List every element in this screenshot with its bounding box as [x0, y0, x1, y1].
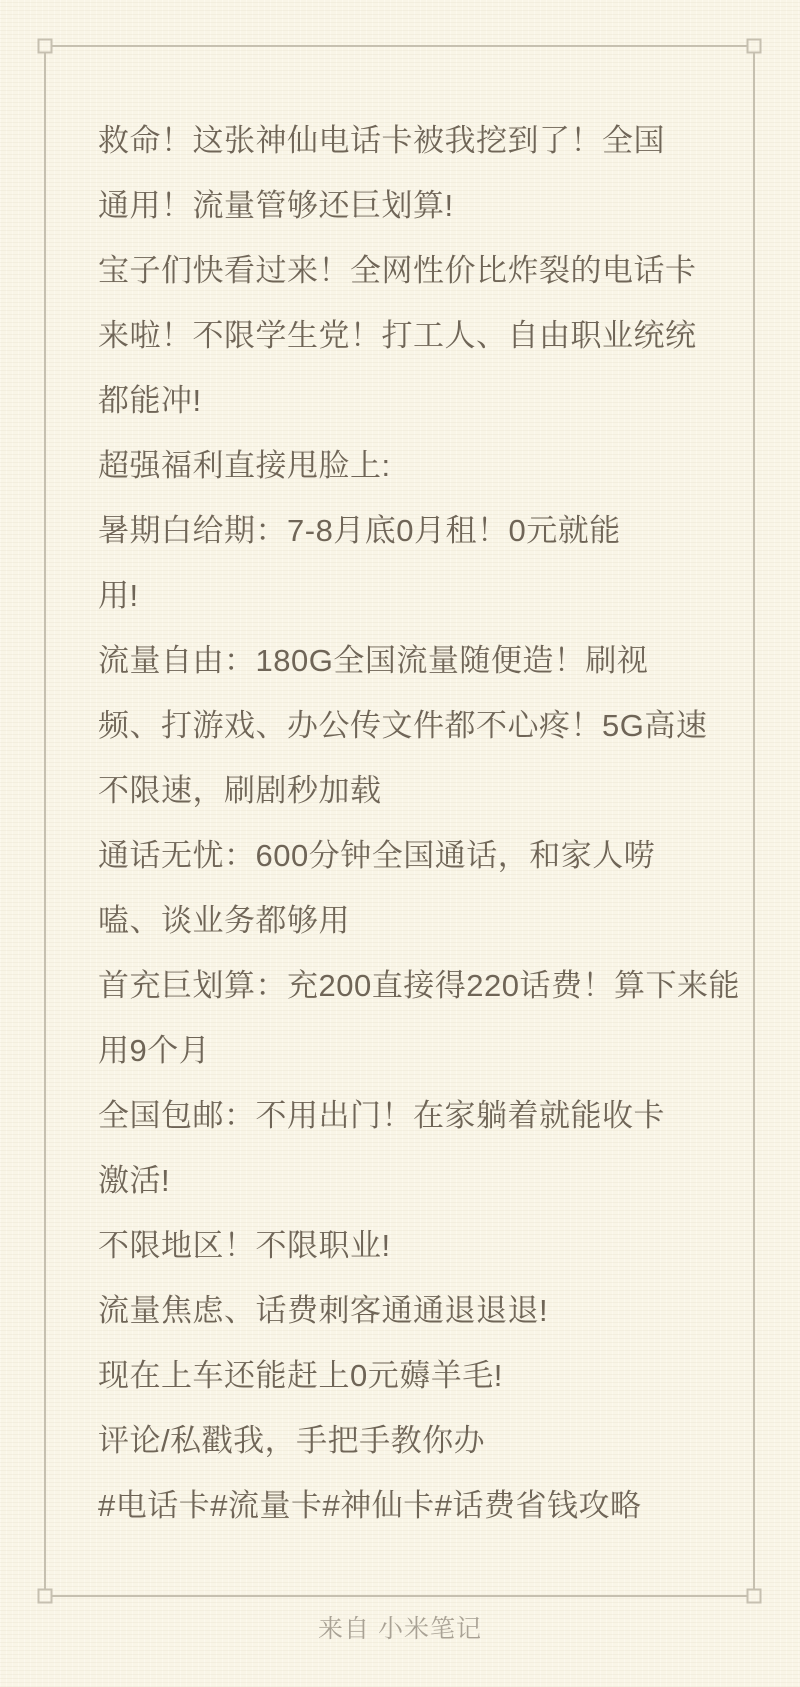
note-text-line: 超强福利直接甩脸上:	[98, 448, 391, 483]
note-text-line: 不限速，刷剧秒加载	[98, 773, 382, 808]
note-text-line: 评论/私戳我，手把手教你办	[98, 1423, 486, 1458]
corner-ornament-top-left	[39, 40, 52, 53]
corner-ornament-bottom-left	[39, 1590, 52, 1603]
note-hashtags-line: #电话卡#流量卡#神仙卡#话费省钱攻略	[98, 1488, 642, 1523]
corner-ornament-top-right	[748, 40, 761, 53]
note-text-line: 通用！流量管够还巨划算!	[98, 188, 454, 223]
source-attribution: 来自 小米笔记	[318, 1615, 482, 1643]
note-text-line: 不限地区！不限职业!	[98, 1228, 391, 1263]
note-text-line: 激活!	[98, 1163, 171, 1198]
note-text-line: 用9个月	[98, 1033, 211, 1068]
note-text-line: 宝子们快看过来！全网性价比炸裂的电话卡	[98, 253, 697, 288]
note-text-line: 首充巨划算：充200直接得220话费！算下来能	[98, 968, 740, 1003]
note-text-line: 频、打游戏、办公传文件都不心疼！5G高速	[98, 708, 708, 743]
corner-ornament-bottom-right	[748, 1590, 761, 1603]
note-text-line: 用!	[98, 578, 139, 613]
note-text-line: 现在上车还能赶上0元薅羊毛!	[98, 1358, 503, 1393]
note-text-line: 暑期白给期：7-8月底0月租！0元就能	[98, 513, 621, 548]
note-text-line: 流量焦虑、话费刺客通通退退退!	[98, 1293, 549, 1328]
note-text-line: 救命！这张神仙电话卡被我挖到了！全国	[98, 123, 665, 158]
note-body	[98, 108, 758, 1538]
note-text-line: 通话无忧：600分钟全国通话，和家人唠	[98, 838, 656, 873]
note-text-line: 来啦！不限学生党！打工人、自由职业统统	[98, 318, 697, 353]
note-text-line: 全国包邮：不用出门！在家躺着就能收卡	[98, 1098, 665, 1133]
note-text-line: 流量自由：180G全国流量随便造！刷视	[98, 643, 649, 678]
note-text-line: 都能冲!	[98, 383, 202, 418]
note-text-line: 嗑、谈业务都够用	[98, 903, 350, 938]
